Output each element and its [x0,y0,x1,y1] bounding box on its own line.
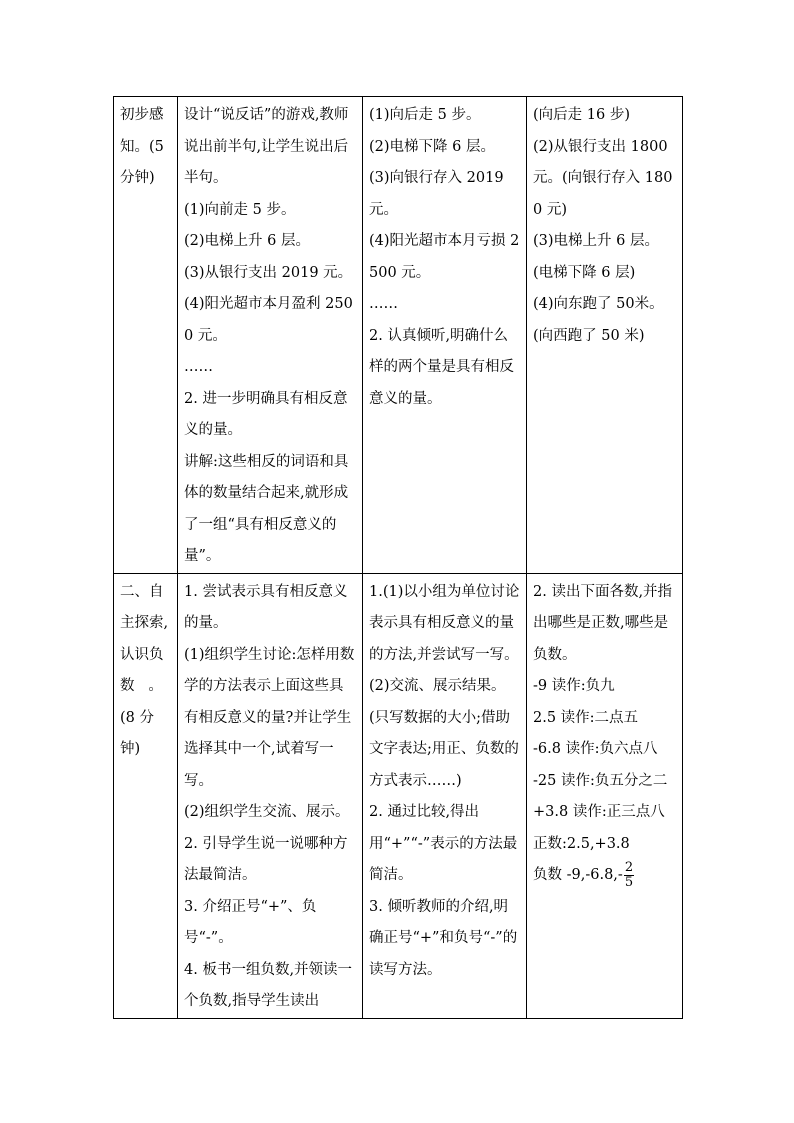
notes-line: +3.8 读作:正三点八 [533,804,665,820]
teacher-line: 2. 引导学生说一说哪种方法最简洁。 [184,835,348,883]
teacher-activity-cell [178,97,363,574]
notes-line: (2)从银行支出 1800 元。(向银行存入 1800 元) [533,138,673,218]
student-line: …… [369,296,398,312]
table-row [114,97,683,574]
student-line: 2. 认真倾听,明确什么样的两个量是具有相反意义的量。 [369,327,514,407]
teacher-line: (3)从银行支出 2019 元。 [184,264,353,281]
stage-cell [114,573,178,1018]
stage-cell [114,97,178,574]
teacher-line: 讲解:这些相反的词语和具体的数量结合起来,就形成了一组“具有相反意义的量”。 [184,453,349,564]
student-line: (2)电梯下降 6 层。 [369,138,495,155]
teacher-line: (1)组织学生讨论:怎样用数学的方法表示上面这些具有相反意义的量?并让学生选择其中一个,试着写一写。 [184,646,355,789]
stage-line: 知。(5 [120,138,164,155]
fraction-numerator: 2 [624,859,634,875]
stage-line: 认识负 [120,646,164,663]
notes-line: (4)向东跑了 50米。(向西跑了 50 米) [533,296,664,344]
student-activity-cell [363,97,527,574]
teacher-line: …… [184,359,213,375]
notes-line: 正数:2.5,+3.8 [533,835,630,852]
notes-line: -9 读作:负九 [533,678,615,694]
fraction-sign: - [617,867,623,883]
student-activity-cell [363,573,527,1018]
stage-line: 钟) [120,741,141,757]
notes-line: 2. 读出下面各数,并指出哪些是正数,哪些是负数。 [533,583,673,663]
negatives-prefix: 负数 -9,-6.8, [533,867,618,883]
teacher-line: 3. 介绍正号“+”、负号“-”。 [184,898,317,946]
notes-line: -6.8 读作:负六点八 [533,741,658,757]
teacher-line: (2)组织学生交流、展示。 [184,804,350,820]
student-line: 2. 通过比较,得出用“+”“-”表示的方法最简洁。 [369,804,518,883]
teacher-line: (4)阳光超市本月盈利 2500 元。 [184,296,353,344]
student-line: (2)交流、展示结果。(只写数据的大小;借助文字表达;用正、负数的方式表示……) [369,678,519,789]
student-line: (3)向银行存入 2019 元。 [369,170,504,218]
student-line: 1.(1)以小组为单位讨论表示具有相反意义的量的方法,并尝试写一写。 [369,583,520,663]
notes-line: -25 读作:负五分之二 [533,772,668,789]
notes-line: (3)电梯上升 6 层。(电梯下降 6 层) [533,233,659,281]
teacher-line: 4. 板书一组负数,并领读一个负数,指导学生读出 [184,961,353,1009]
negative-numbers-line [533,860,677,892]
fraction [624,861,634,890]
student-line: 3. 倾听教师的介绍,明确正号“+”和负号“-”的读写方法。 [369,898,518,978]
stage-line: (8 分 [120,709,154,726]
stage-line: 数 。 [120,678,163,694]
stage-line: 分钟) [120,170,155,186]
teacher-line: 1. 尝试表示具有相反意义的量。 [184,583,348,631]
teacher-line: (2)电梯上升 6 层。 [184,233,310,249]
stage-line: 主探索, [120,615,169,631]
teacher-activity-cell [178,573,363,1018]
student-line: (1)向后走 5 步。 [369,107,481,123]
teacher-line: 设计“说反话”的游戏,教师说出前半句,让学生说出后半句。 [184,107,349,186]
notes-cell [527,573,683,1018]
stage-line: 二、自 [120,583,164,600]
lesson-plan-table [113,96,683,1019]
notes-line: 2.5 读作:二点五 [533,709,639,726]
notes-cell [527,97,683,574]
teacher-line: 2. 进一步明确具有相反意义的量。 [184,390,348,438]
notes-line: (向后走 16 步) [533,107,630,123]
stage-line: 初步感 [120,107,164,123]
student-line: (4)阳光超市本月亏损 2500 元。 [369,233,520,281]
teacher-line: (1)向前走 5 步。 [184,201,296,218]
table-row [114,573,683,1018]
fraction-denominator: 5 [624,874,634,890]
